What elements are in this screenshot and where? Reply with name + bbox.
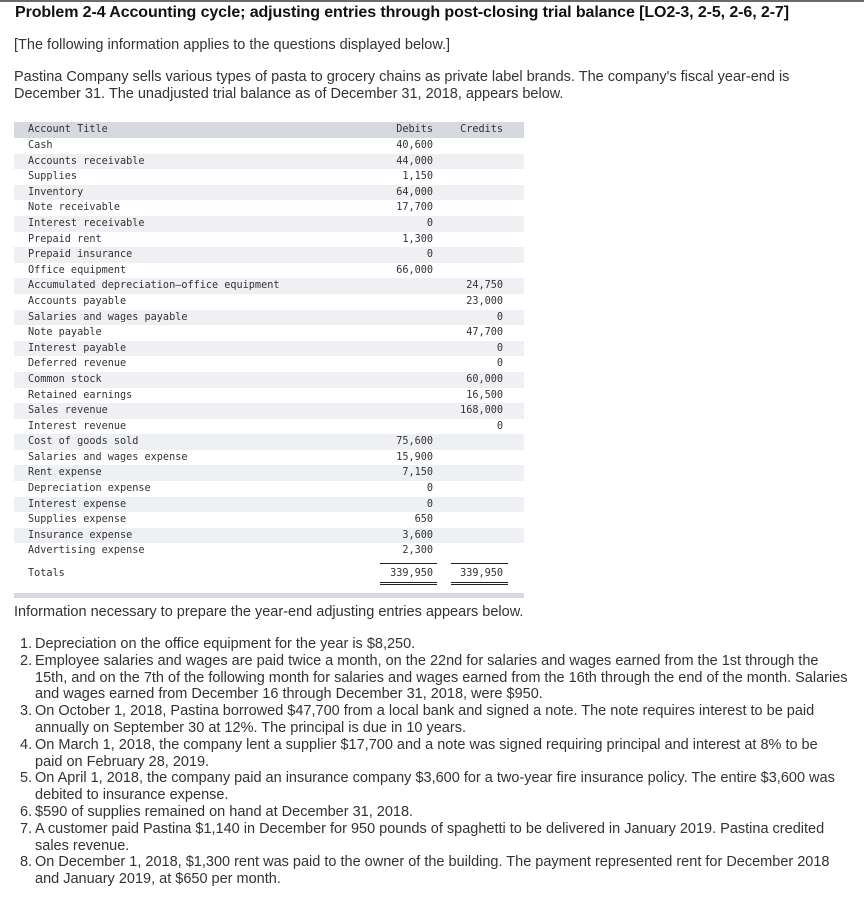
account-cell: Advertising expense bbox=[28, 545, 145, 557]
account-cell: Prepaid rent bbox=[28, 233, 102, 245]
table-row bbox=[14, 263, 524, 279]
item-number: 2. bbox=[20, 652, 33, 669]
table-row bbox=[14, 200, 524, 216]
table-row bbox=[14, 341, 524, 357]
table-row bbox=[14, 388, 524, 404]
item-number: 3. bbox=[20, 703, 33, 720]
account-cell: Note receivable bbox=[28, 202, 121, 214]
table-row bbox=[14, 372, 524, 388]
credit-cell: 168,000 bbox=[460, 405, 503, 417]
table-row bbox=[14, 310, 524, 326]
item-text: Employee salaries and wages are paid twice a month, on the 22nd for salaries and wages earned from the 1st through the 15th, and on the 7th of the following month for salaries and wages earned from the 16th through the end of the month. Salaries and wages earned from December 16 through December 31, 2018, were $950. bbox=[35, 652, 848, 703]
debit-cell: 66,000 bbox=[396, 264, 433, 276]
table-row bbox=[14, 419, 524, 435]
debit-cell: 40,600 bbox=[396, 140, 433, 151]
credit-total-underline bbox=[451, 563, 508, 564]
account-cell: Deferred revenue bbox=[28, 358, 127, 370]
account-cell: Supplies expense bbox=[28, 514, 127, 526]
credit-cell: 0 bbox=[496, 420, 503, 432]
account-cell: Cash bbox=[28, 140, 53, 151]
account-cell: Note payable bbox=[28, 327, 102, 339]
table-row bbox=[14, 356, 524, 372]
credit-cell: 60,000 bbox=[466, 373, 503, 385]
list-item bbox=[14, 737, 849, 771]
credit-cell: 24,750 bbox=[466, 280, 503, 292]
applies-note: [The following information applies to the questions displayed below.] bbox=[14, 37, 451, 53]
debit-total: 339,950 bbox=[390, 568, 433, 579]
totals-label: Totals bbox=[28, 568, 65, 579]
debit-cell: 7,150 bbox=[402, 467, 433, 479]
credit-double-underline-1 bbox=[451, 582, 508, 583]
credit-total: 339,950 bbox=[460, 568, 503, 579]
credit-cell: 0 bbox=[496, 311, 503, 323]
adjustment-list bbox=[14, 636, 849, 888]
account-cell: Interest payable bbox=[28, 342, 127, 354]
account-cell: Cost of goods sold bbox=[28, 436, 139, 448]
account-cell: Salaries and wages expense bbox=[28, 451, 188, 463]
account-cell: Supplies bbox=[28, 171, 78, 183]
item-text: On March 1, 2018, the company lent a supplier $17,700 and a note was signed requiring principal and interest at 8% to be paid on February 28, 2019. bbox=[35, 736, 818, 770]
debit-cell: 15,900 bbox=[396, 451, 433, 463]
account-cell: Salaries and wages payable bbox=[28, 311, 188, 323]
list-item bbox=[14, 821, 849, 855]
table-row bbox=[14, 294, 524, 310]
table-row bbox=[14, 465, 524, 481]
credit-double-underline-2 bbox=[451, 584, 508, 585]
debit-cell: 1,150 bbox=[402, 171, 433, 183]
credit-cell: 23,000 bbox=[466, 295, 503, 307]
credit-cell: 47,700 bbox=[466, 327, 503, 339]
account-cell: Rent expense bbox=[28, 467, 102, 479]
list-item bbox=[14, 770, 849, 804]
debit-cell: 2,300 bbox=[402, 545, 433, 557]
debit-cell: 650 bbox=[414, 514, 433, 526]
table-row bbox=[14, 450, 524, 466]
account-cell: Prepaid insurance bbox=[28, 249, 133, 261]
table-header-row bbox=[14, 122, 524, 138]
debit-cell: 0 bbox=[426, 483, 433, 495]
debit-cell: 0 bbox=[426, 217, 433, 229]
table-row bbox=[14, 247, 524, 263]
credit-cell: 0 bbox=[496, 358, 503, 370]
account-cell: Inventory bbox=[28, 186, 84, 198]
debit-cell: 1,300 bbox=[402, 233, 433, 245]
table-row bbox=[14, 403, 524, 419]
account-cell: Accounts receivable bbox=[28, 155, 145, 167]
debit-cell: 3,600 bbox=[402, 529, 433, 541]
table-bottom-bar bbox=[14, 593, 524, 598]
info-heading: Information necessary to prepare the year-end adjusting entries appears below. bbox=[14, 604, 524, 620]
credit-cell: 0 bbox=[496, 342, 503, 354]
debit-double-underline-2 bbox=[380, 584, 437, 585]
item-number: 5. bbox=[20, 770, 33, 787]
item-number: 6. bbox=[20, 803, 33, 820]
list-item bbox=[14, 703, 849, 737]
account-cell: Interest receivable bbox=[28, 217, 145, 229]
item-number: 1. bbox=[20, 636, 33, 652]
debit-cell: 44,000 bbox=[396, 155, 433, 167]
account-cell: Retained earnings bbox=[28, 389, 133, 401]
debit-total-underline bbox=[380, 563, 437, 564]
table-row bbox=[14, 154, 524, 170]
account-cell: Accounts payable bbox=[28, 295, 127, 307]
table-row bbox=[14, 325, 524, 341]
debit-cell: 75,600 bbox=[396, 436, 433, 448]
table-row bbox=[14, 528, 524, 544]
item-number: 4. bbox=[20, 736, 33, 753]
table-row bbox=[14, 481, 524, 497]
header-credits: Credits bbox=[460, 124, 503, 135]
account-cell: Interest revenue bbox=[28, 420, 127, 432]
list-item bbox=[14, 854, 849, 888]
account-cell: Sales revenue bbox=[28, 405, 108, 417]
item-text: A customer paid Pastina $1,140 in December for 950 pounds of spaghetti to be delivered in January 2019. Pastina credited sales revenue. bbox=[35, 820, 825, 854]
item-number: 8. bbox=[20, 854, 33, 871]
account-cell: Common stock bbox=[28, 373, 102, 385]
item-text: On April 1, 2018, the company paid an insurance company $3,600 for a two-year fire insurance policy. The entire $3,600 was debited to insurance expense. bbox=[35, 770, 835, 804]
list-item bbox=[14, 653, 849, 703]
trial-balance-table bbox=[14, 122, 524, 559]
item-text: On December 1, 2018, $1,300 rent was paid to the owner of the building. The payment represented rent for December 2018 and January 2019, at $650 per month. bbox=[35, 854, 830, 888]
debit-cell: 64,000 bbox=[396, 186, 433, 198]
table-body bbox=[14, 138, 524, 559]
debit-cell: 17,700 bbox=[396, 202, 433, 214]
item-text: $590 of supplies remained on hand at December 31, 2018. bbox=[35, 803, 414, 820]
top-border bbox=[0, 0, 864, 2]
account-cell: Office equipment bbox=[28, 264, 127, 276]
account-cell: Depreciation expense bbox=[28, 483, 151, 495]
header-account-title: Account Title bbox=[28, 124, 108, 135]
item-text: Depreciation on the office equipment for the year is $8,250. bbox=[35, 636, 416, 652]
item-number: 7. bbox=[20, 820, 33, 837]
table-row bbox=[14, 138, 524, 154]
debit-double-underline-1 bbox=[380, 582, 437, 583]
list-item bbox=[14, 804, 849, 821]
account-cell: Insurance expense bbox=[28, 529, 133, 541]
item-text: On October 1, 2018, Pastina borrowed $47,700 from a local bank and signed a note. The note requires interest to be paid annually on September 30 at 12%. The principal is due in 10 years. bbox=[35, 703, 815, 736]
table-row bbox=[14, 169, 524, 185]
table-row bbox=[14, 434, 524, 450]
table-row bbox=[14, 185, 524, 201]
table-row bbox=[14, 543, 524, 559]
table-row bbox=[14, 216, 524, 232]
debit-cell: 0 bbox=[426, 498, 433, 510]
table-row bbox=[14, 232, 524, 248]
table-row bbox=[14, 512, 524, 528]
debit-cell: 0 bbox=[426, 249, 433, 261]
table-row bbox=[14, 278, 524, 294]
totals-row bbox=[14, 563, 524, 585]
header-debits: Debits bbox=[396, 124, 433, 135]
intro-paragraph: Pastina Company sells various types of pasta to grocery chains as private label brands. The company's fiscal year-end is December 31. The unadjusted trial balance as of December 31, 2018, appears below. bbox=[14, 69, 790, 102]
problem-title: Problem 2-4 Accounting cycle; adjusting entries through post-closing trial balance [LO2-3, 2-5, 2-6, 2-7] bbox=[15, 4, 789, 21]
list-item bbox=[14, 636, 849, 653]
table-row bbox=[14, 497, 524, 513]
account-cell: Accumulated depreciation—office equipment bbox=[28, 280, 280, 292]
credit-cell: 16,500 bbox=[466, 389, 503, 401]
account-cell: Interest expense bbox=[28, 498, 127, 510]
